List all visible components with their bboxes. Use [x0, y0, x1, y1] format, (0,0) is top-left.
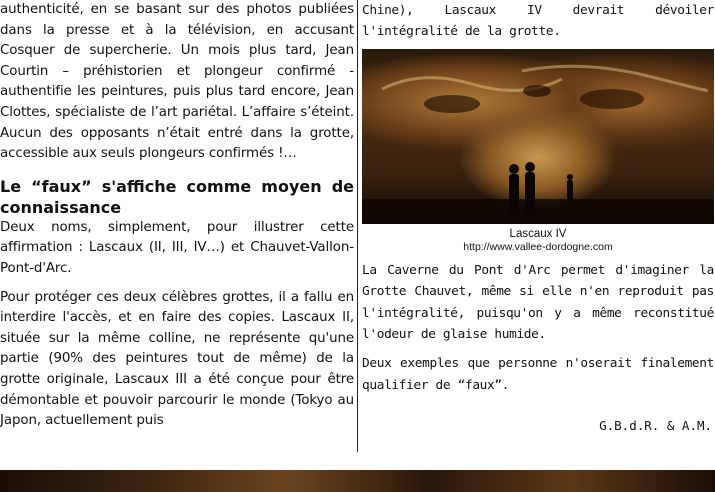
- left-paragraph-3: Pour protéger ces deux célèbres grottes, il a fallu en interdire l'accès, et en faire des copies. Lascaux II, située sur la même colline, ne représente qu'une partie (90% des peintures tout de même) de la grotte originale, Lascaux III a été conçue pour être démontable et pouvoir parcourir le monde (Tokyo au Japon, actuellement puis: [0, 289, 354, 429]
- cave-illustration: [362, 49, 714, 224]
- photo-caption: Lascaux IV: [509, 227, 567, 240]
- photo-source-url: http://www.vallee-dordogne.com: [463, 240, 613, 253]
- right-paragraph-3: Deux exemples que personne n'oserait finalement qualifier de “faux”.: [362, 356, 714, 393]
- right-paragraph-1: Chine), Lascaux IV devrait dévoiler l'intégralité de la grotte.: [362, 3, 714, 40]
- right-paragraph-2: La Caverne du Pont d'Arc permet d'imaginer la Grotte Chauvet, même si elle n'en reproduit pas l'intégralité, puisqu'on y a même reconstitué l'odeur de glaise humide.: [362, 262, 714, 343]
- column-divider: [357, 0, 358, 452]
- author-signature: G.B.d.R. & A.M.: [599, 418, 712, 434]
- left-column: [0, 0, 354, 432]
- next-page-image-strip: [0, 470, 715, 492]
- right-column: [362, 0, 714, 433]
- section-heading: Le “faux” s'affiche comme moyen de connaissance: [0, 176, 354, 217]
- left-paragraph-1: authenticité, en se basant sur des photos publiées dans la presse et à la télévision, en accusant Cosquer de supercherie. Un mois plus tard, Jean Courtin – préhistorien et plongeur confirmé - authentifie les peintures, puis plus tard encore, Jean Clottes, spécialiste de l’art pariétal. L’affaire s’éteint. Aucun des opposants n’était entré dans la grotte, accessible aux seuls plongeurs confirmés !…: [0, 2, 354, 162]
- lascaux-cave-photo: [362, 49, 714, 224]
- left-paragraph-2: Deux noms, simplement, pour illustrer cette affirmation : Lascaux (II, III, IV…) et Chauvet-Vallon-Pont-d'Arc.: [0, 219, 354, 276]
